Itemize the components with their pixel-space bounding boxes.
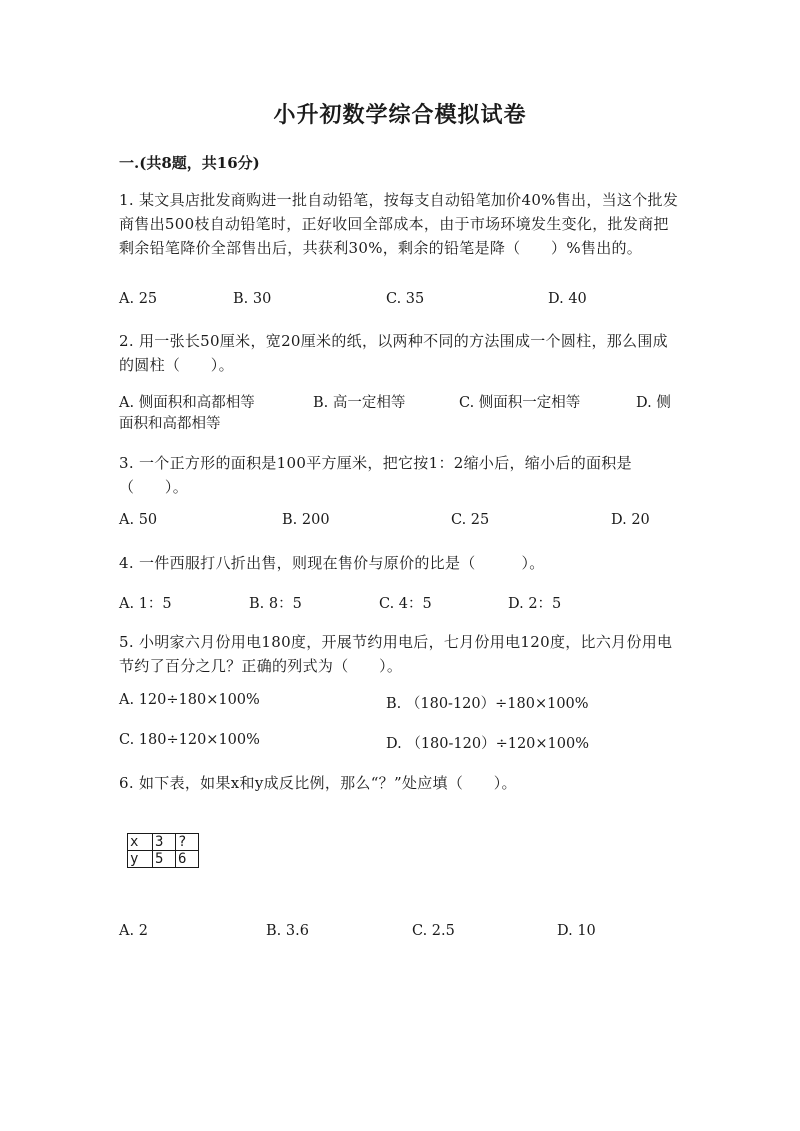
question-1-text: 1. 某文具店批发商购进一批自动铅笔，按每支自动铅笔加价40%售出，当这个批发商售出500枝自动铅笔时，正好收回全部成本，由于市场环境发生变化，批发商把剩余铅笔降价全部售出后，共获利30%，剩余的铅笔是降（ ）%售出的。: [119, 191, 679, 257]
table-cell: 5: [153, 851, 176, 868]
q5-option-b: B. （180-120）÷180×100%: [386, 696, 589, 712]
table-row-x: [128, 834, 199, 851]
table-cell: y: [128, 851, 153, 868]
q2-option-c: C. 侧面积一定相等: [459, 395, 581, 411]
q1-option-c: C. 35: [386, 291, 425, 307]
q5-option-c: C. 180÷120×100%: [119, 732, 260, 748]
q1-option-a: A. 25: [119, 291, 158, 307]
table-cell: 6: [176, 851, 199, 868]
q4-option-a: A. 1：5: [119, 596, 172, 612]
q3-option-d: D. 20: [611, 512, 650, 528]
q3-option-c: C. 25: [451, 512, 490, 528]
table-row-y: [128, 851, 199, 868]
xy-table: [127, 833, 199, 868]
table-cell: ?: [176, 834, 199, 851]
q4-option-d: D. 2：5: [508, 596, 562, 612]
page-title: 小升初数学综合模拟试卷: [273, 102, 527, 128]
q2-option-b: B. 高一定相等: [313, 395, 406, 411]
q6-option-a: A. 2: [119, 923, 148, 939]
q3-option-a: A. 50: [119, 512, 158, 528]
q1-option-b: B. 30: [233, 291, 272, 307]
q2-option-d-part1: D. 侧: [636, 395, 671, 411]
q3-option-b: B. 200: [282, 512, 330, 528]
question-6-text: 6. 如下表，如果x和y成反比例，那么“？”处应填（ ）。: [119, 774, 517, 792]
q1-option-d: D. 40: [548, 291, 587, 307]
q6-option-c: C. 2.5: [412, 923, 455, 939]
q2-option-a: A. 侧面积和高都相等: [119, 395, 255, 411]
q5-option-d: D. （180-120）÷120×100%: [386, 736, 590, 752]
question-5-text: 5. 小明家六月份用电180度，开展节约用电后，七月份用电120度，比六月份用电节约了百分之几？正确的列式为（ ）。: [119, 633, 673, 675]
question-4-text: 4. 一件西服打八折出售，则现在售价与原价的比是（ ）。: [119, 554, 545, 572]
q2-option-d-part2: 面积和高都相等: [119, 416, 221, 432]
question-3-text: 3. 一个正方形的面积是100平方厘米，把它按1：2缩小后，缩小后的面积是（ ）。: [119, 454, 632, 496]
q4-option-b: B. 8：5: [249, 596, 302, 612]
q5-option-a: A. 120÷180×100%: [119, 692, 260, 708]
table-cell: 3: [153, 834, 176, 851]
question-2-text: 2. 用一张长50厘米，宽20厘米的纸，以两种不同的方法围成一个圆柱，那么围成的圆柱（ ）。: [119, 332, 668, 374]
q6-option-b: B. 3.6: [266, 923, 309, 939]
section-heading: 一.(共8题，共16分): [119, 154, 260, 172]
q6-option-d: D. 10: [557, 923, 596, 939]
table-cell: x: [128, 834, 153, 851]
q4-option-c: C. 4：5: [379, 596, 432, 612]
